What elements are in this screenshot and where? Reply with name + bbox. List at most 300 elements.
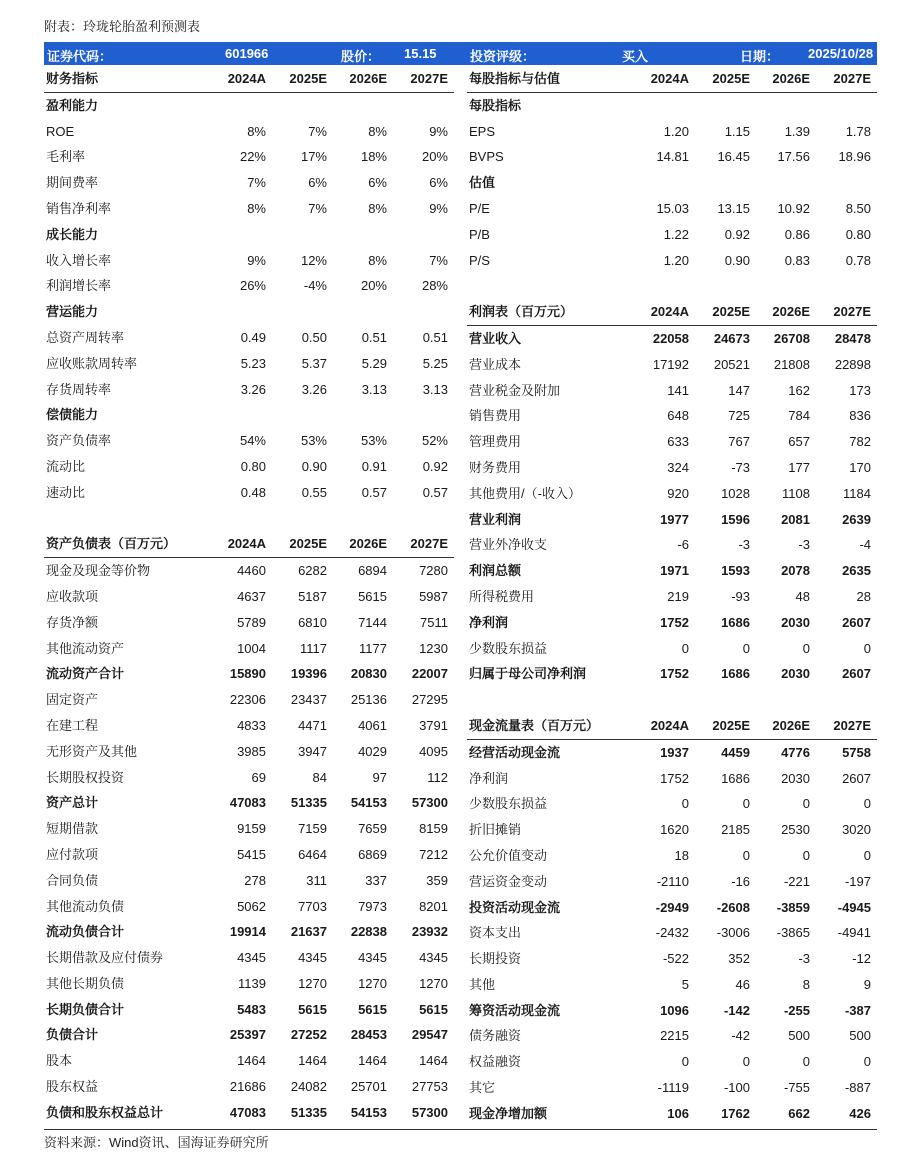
right-row	[467, 843, 877, 869]
left-cell-col2: 2025E	[289, 71, 327, 86]
left-row-label: 资产负债表（百万元）	[46, 536, 177, 552]
right-row-label: 其它	[469, 1080, 496, 1096]
left-row	[44, 739, 454, 765]
left-row-label: 应收款项	[46, 588, 99, 604]
right-cell-col2: 2185	[721, 822, 750, 838]
left-cell-col1: 5789	[237, 614, 266, 630]
left-row	[44, 1100, 454, 1126]
left-cell-col1: 2024A	[227, 536, 266, 552]
left-cell-col4: 8159	[419, 821, 448, 837]
right-cell-col4: 2607	[842, 614, 871, 630]
left-row-label: 其他流动负债	[46, 898, 125, 914]
right-cell-col2: -142	[723, 1002, 750, 1018]
left-row	[44, 351, 454, 377]
left-cell-col1: 47083	[229, 1104, 266, 1120]
right-row	[467, 403, 877, 429]
left-cell-col2: 19396	[290, 666, 327, 682]
right-row	[467, 1049, 877, 1075]
right-cell-col2: 0	[742, 796, 750, 812]
left-row-label: 期间费率	[46, 175, 99, 191]
right-row	[467, 532, 877, 558]
left-row-label: 毛利率	[46, 149, 86, 165]
rating-label: 投资评级：	[470, 49, 536, 64]
right-cell-col4: -4941	[837, 925, 871, 941]
left-cell-col2: 6464	[298, 846, 327, 862]
left-cell-col2: 53%	[300, 433, 327, 449]
right-row-label: 利润表（百万元）	[469, 304, 574, 320]
left-row-label: 总资产周转率	[46, 329, 125, 345]
left-row	[44, 119, 454, 145]
right-cell-col3: -3	[798, 951, 810, 967]
right-cell-col2: 2025E	[712, 304, 750, 320]
right-cell-col1: 2024A	[650, 717, 689, 733]
right-cell-col1: 15.03	[656, 200, 689, 216]
right-cell-col1: 1096	[660, 1002, 689, 1018]
left-cell-col4: 57300	[411, 795, 448, 811]
right-row-label: 现金流量表（百万元）	[469, 717, 600, 733]
right-row	[467, 661, 877, 687]
right-row	[467, 455, 877, 481]
right-row-label: EPS	[469, 123, 496, 139]
right-cell-col1: -2432	[655, 925, 689, 941]
left-row	[44, 1048, 454, 1074]
right-row-label: 筹资活动现金流	[469, 1002, 561, 1018]
left-row	[44, 377, 454, 403]
left-cell-col1: 3985	[237, 743, 266, 759]
right-cell-col3: 21808	[773, 356, 810, 372]
left-cell-col4: 5987	[419, 588, 448, 604]
right-cell-col2: 767	[728, 434, 750, 450]
right-cell-col4: 173	[849, 382, 871, 398]
right-cell-col4: 0	[863, 796, 871, 812]
left-cell-col2: 6282	[298, 563, 327, 579]
right-cell-col4: 18.96	[838, 149, 871, 165]
left-row-label: 负债和股东权益总计	[46, 1104, 164, 1120]
right-row	[467, 507, 877, 533]
right-cell-col3: 784	[788, 408, 810, 424]
price-label: 股价：	[341, 49, 381, 64]
right-cell-col3: -221	[783, 873, 810, 889]
left-row-label: 利润增长率	[46, 278, 112, 294]
left-row	[44, 919, 454, 945]
left-row-label: 负债合计	[46, 1027, 99, 1043]
left-row-label: 存货净额	[46, 614, 99, 630]
left-row-label: 流动资产合计	[46, 666, 125, 682]
left-cell-col3: 6%	[368, 175, 387, 191]
right-cell-col2: -3006	[716, 925, 750, 941]
left-row-label: 短期借款	[46, 821, 99, 837]
left-cell-col3: 97	[372, 769, 387, 785]
right-row	[467, 791, 877, 817]
right-cell-col2: 0	[742, 847, 750, 863]
left-cell-col2: 7%	[308, 200, 327, 216]
right-cell-col2: 147	[728, 382, 750, 398]
left-cell-col3: 28453	[350, 1027, 387, 1043]
right-row-label: P/B	[469, 226, 490, 242]
left-cell-col3: 8%	[368, 252, 387, 268]
left-row	[44, 842, 454, 868]
date-value: 2025/10/28	[808, 46, 874, 61]
left-row-label: 营运能力	[46, 304, 99, 320]
right-row-label: 其他费用/（-收入）	[469, 485, 581, 501]
right-cell-col1: -1119	[657, 1080, 689, 1096]
right-row	[467, 558, 877, 584]
left-cell-col4: 8201	[419, 898, 448, 914]
left-row-label: 长期借款及应付债券	[46, 950, 164, 966]
left-row-label: 速动比	[46, 484, 86, 500]
right-cell-col3: -3	[798, 537, 810, 553]
left-row	[44, 558, 454, 584]
left-row	[44, 661, 454, 687]
left-cell-col4: 20%	[421, 149, 448, 165]
right-cell-col1: 2215	[660, 1028, 689, 1044]
right-cell-col3: 0	[802, 640, 810, 656]
left-cell-col4: 1464	[419, 1053, 448, 1069]
left-cell-col1: 3.26	[240, 381, 266, 397]
right-cell-col4: 28478	[834, 330, 871, 346]
right-cell-col1: 106	[667, 1105, 689, 1121]
right-row	[467, 636, 877, 662]
header-bar	[44, 42, 877, 65]
left-cell-col4: 9%	[429, 123, 448, 139]
right-cell-col3: 4776	[781, 744, 810, 760]
right-cell-col4: 5758	[842, 744, 871, 760]
left-row-label: 存货周转率	[46, 381, 112, 397]
left-cell-col1: 15890	[229, 666, 266, 682]
left-row-label: 现金及现金等价物	[46, 563, 151, 579]
right-cell-col2: 13.15	[717, 200, 750, 216]
left-row-label: 偿债能力	[46, 407, 99, 423]
left-cell-col4: 0.57	[422, 484, 448, 500]
left-cell-col4: 9%	[429, 200, 448, 216]
right-cell-col2: 1686	[721, 666, 750, 682]
right-cell-col1: 1937	[660, 744, 689, 760]
right-cell-col1: 1752	[660, 666, 689, 682]
right-cell-col4: -387	[844, 1002, 871, 1018]
left-row	[44, 93, 454, 119]
left-cell-col1: 5415	[237, 846, 266, 862]
left-cell-col2: 27252	[290, 1027, 327, 1043]
left-cell-col1: 8%	[247, 200, 266, 216]
right-cell-col1: 920	[667, 485, 689, 501]
right-row	[467, 740, 877, 766]
left-row-label: 销售净利率	[46, 200, 112, 216]
right-cell-col4: 2635	[842, 563, 871, 579]
right-cell-col4: 9	[863, 976, 871, 992]
left-cell-col2: 0.55	[301, 484, 327, 500]
right-row-label: 销售费用	[469, 408, 522, 424]
right-cell-col2: 0.90	[724, 252, 750, 268]
right-row-label: 资本支出	[469, 925, 522, 941]
left-row-label: 股本	[46, 1053, 73, 1069]
right-cell-col1: 2024A	[650, 71, 689, 86]
left-cell-col3: 1270	[358, 975, 387, 991]
left-cell-col2: 7%	[308, 123, 327, 139]
left-cell-col1: 21686	[229, 1079, 266, 1095]
right-cell-col1: 17192	[652, 356, 689, 372]
left-cell-col3: 6869	[358, 846, 387, 862]
left-cell-col1: 5062	[237, 898, 266, 914]
left-cell-col4: 7280	[419, 563, 448, 579]
left-row	[44, 997, 454, 1023]
left-cell-col2: 0.90	[301, 458, 327, 474]
left-cell-col4: 6%	[429, 175, 448, 191]
left-cell-col2: 311	[306, 872, 327, 888]
right-row-label: 每股指标	[469, 97, 522, 113]
right-row	[467, 119, 877, 145]
right-cell-col1: 1620	[660, 822, 689, 838]
left-cell-col2: 12%	[300, 252, 327, 268]
left-row	[44, 66, 454, 93]
right-cell-col3: 2030	[781, 666, 810, 682]
right-cell-col1: 648	[667, 408, 689, 424]
right-cell-col3: 177	[788, 459, 810, 475]
left-cell-col2: 17%	[300, 149, 327, 165]
right-row-label: 财务费用	[469, 459, 522, 475]
right-cell-col2: 20521	[713, 356, 750, 372]
left-cell-col1: 5483	[237, 1001, 266, 1017]
left-cell-col4: 2027E	[410, 71, 448, 86]
left-cell-col2: 4345	[298, 950, 327, 966]
right-cell-col4: -4945	[837, 899, 871, 915]
right-cell-col2: 1762	[721, 1105, 750, 1121]
left-cell-col1: 22%	[239, 149, 266, 165]
left-cell-col3: 25136	[350, 692, 387, 708]
left-cell-col3: 4061	[358, 717, 387, 733]
left-cell-col4: 2027E	[410, 536, 448, 552]
right-cell-col1: 0	[681, 1054, 689, 1070]
right-row-label: 净利润	[469, 614, 509, 630]
left-cell-col3: 20%	[360, 278, 387, 294]
left-row	[44, 248, 454, 274]
left-cell-col3: 337	[365, 872, 387, 888]
right-cell-col1: -2949	[655, 899, 689, 915]
left-row-label: 股东权益	[46, 1079, 99, 1095]
right-cell-col2: 1593	[721, 563, 750, 579]
left-cell-col4: 112	[427, 769, 448, 785]
left-row	[44, 790, 454, 816]
left-cell-col3: 1177	[359, 640, 387, 656]
right-cell-col3: 1108	[782, 485, 810, 501]
left-cell-col3: 2026E	[349, 536, 387, 552]
left-cell-col3: 18%	[360, 149, 387, 165]
left-row	[44, 1074, 454, 1100]
left-row	[44, 222, 454, 248]
left-row-label: 应付款项	[46, 846, 99, 862]
left-cell-col2: 84	[312, 769, 327, 785]
right-cell-col4: 170	[849, 459, 871, 475]
left-cell-col2: 7159	[298, 821, 327, 837]
left-cell-col3: 8%	[368, 200, 387, 216]
price-value: 15.15	[404, 46, 437, 61]
right-row	[467, 66, 877, 93]
right-row	[467, 481, 877, 507]
left-row-label: 长期股权投资	[46, 769, 125, 785]
left-cell-col2: 4471	[298, 717, 327, 733]
left-cell-col3: 20830	[350, 666, 387, 682]
left-cell-col3: 0.57	[361, 484, 387, 500]
left-row-label: 固定资产	[46, 692, 99, 708]
right-cell-col2: -2608	[716, 899, 750, 915]
left-cell-col2: 51335	[290, 1104, 327, 1120]
left-cell-col2: -4%	[303, 278, 327, 294]
left-cell-col2: 1464	[298, 1053, 327, 1069]
left-cell-col4: 4345	[419, 950, 448, 966]
left-row-label: 资产总计	[46, 795, 99, 811]
right-row-label: 少数股东损益	[469, 640, 548, 656]
right-cell-col3: 1.39	[784, 123, 810, 139]
right-cell-col3: -3865	[776, 925, 810, 941]
right-cell-col2: -3	[738, 537, 750, 553]
right-row	[467, 222, 877, 248]
left-row	[44, 402, 454, 428]
left-cell-col2: 51335	[290, 795, 327, 811]
right-cell-col3: 0.86	[784, 226, 810, 242]
right-cell-col2: -42	[731, 1028, 750, 1044]
right-cell-col2: -93	[731, 588, 750, 604]
right-cell-col2: 0	[742, 640, 750, 656]
right-cell-col3: -3859	[776, 899, 810, 915]
right-row-label: 估值	[469, 175, 496, 191]
left-cell-col3: 5615	[358, 588, 387, 604]
right-cell-col2: 46	[735, 976, 750, 992]
right-cell-col2: 24673	[713, 330, 750, 346]
left-row-label: 流动比	[46, 458, 86, 474]
right-row-label: 债务融资	[469, 1028, 522, 1044]
right-row-label: 现金净增加额	[469, 1105, 548, 1121]
left-cell-col1: 0.49	[240, 329, 266, 345]
left-cell-col2: 0.50	[301, 329, 327, 345]
left-row	[44, 894, 454, 920]
right-cell-col2: 2025E	[712, 71, 750, 86]
right-row-label: 营业外净收支	[469, 537, 548, 553]
left-row	[44, 584, 454, 610]
right-cell-col4: 28	[856, 588, 871, 604]
right-cell-col3: 2026E	[772, 717, 810, 733]
right-cell-col4: 0.78	[845, 252, 871, 268]
left-cell-col1: 4460	[237, 563, 266, 579]
right-row-label: 经营活动现金流	[469, 744, 561, 760]
right-row-label: BVPS	[469, 149, 504, 165]
right-row	[467, 1023, 877, 1049]
left-row	[44, 713, 454, 739]
left-cell-col3: 54153	[350, 795, 387, 811]
right-row	[467, 378, 877, 404]
right-row	[467, 610, 877, 636]
right-row	[467, 584, 877, 610]
right-cell-col3: 2026E	[772, 304, 810, 320]
right-cell-col3: 500	[788, 1028, 810, 1044]
left-cell-col2: 5187	[298, 588, 327, 604]
left-row	[44, 1022, 454, 1048]
left-cell-col2: 6810	[298, 614, 327, 630]
left-cell-col4: 0.92	[422, 458, 448, 474]
left-cell-col1: 0.80	[240, 458, 266, 474]
left-cell-col3: 7659	[358, 821, 387, 837]
right-row	[467, 920, 877, 946]
right-cell-col1: 219	[667, 588, 689, 604]
right-row-label: 归属于母公司净利润	[469, 666, 587, 682]
left-cell-col3: 4345	[358, 950, 387, 966]
right-cell-col2: -73	[731, 459, 750, 475]
right-cell-col3: 2081	[781, 511, 810, 527]
right-cell-col3: 8	[802, 976, 810, 992]
right-row	[467, 895, 877, 921]
left-row	[44, 765, 454, 791]
right-row-label: 其他	[469, 976, 496, 992]
right-cell-col3: 10.92	[777, 200, 810, 216]
right-cell-col4: 0	[863, 847, 871, 863]
left-cell-col1: 0.48	[240, 484, 266, 500]
right-row	[467, 273, 877, 299]
right-row-label: 利润总额	[469, 563, 522, 579]
left-cell-col2: 23437	[290, 692, 327, 708]
left-row	[44, 610, 454, 636]
right-cell-col1: 324	[667, 459, 689, 475]
left-cell-col3: 5.29	[361, 355, 387, 371]
right-cell-col3: 2530	[781, 822, 810, 838]
right-row	[467, 817, 877, 843]
right-cell-col2: 2025E	[712, 717, 750, 733]
right-cell-col4: 500	[849, 1028, 871, 1044]
right-cell-col4: 2639	[842, 511, 871, 527]
left-cell-col4: 7%	[429, 252, 448, 268]
left-row	[44, 816, 454, 842]
right-cell-col3: 0.83	[784, 252, 810, 268]
right-cell-col2: -100	[723, 1080, 750, 1096]
right-row	[467, 93, 877, 119]
date-label: 日期：	[740, 49, 780, 64]
left-cell-col4: 359	[426, 872, 448, 888]
left-cell-col4: 1270	[419, 975, 448, 991]
right-cell-col4: 426	[849, 1105, 871, 1121]
left-cell-col1: 1004	[237, 640, 266, 656]
right-cell-col3: 48	[795, 588, 810, 604]
left-row-label: 成长能力	[46, 226, 99, 242]
right-cell-col1: 18	[674, 847, 689, 863]
right-cell-col2: 0.92	[724, 226, 750, 242]
right-row-label: 公允价值变动	[469, 847, 548, 863]
right-cell-col4: -4	[859, 537, 871, 553]
right-cell-col1: 633	[667, 434, 689, 450]
stock-code-label: 证券代码：	[47, 49, 113, 64]
right-row-label: P/S	[469, 252, 490, 268]
right-cell-col4: -12	[852, 951, 871, 967]
left-cell-col4: 4095	[419, 743, 448, 759]
right-row-label: 净利润	[469, 770, 509, 786]
left-row	[44, 480, 454, 506]
left-row	[44, 196, 454, 222]
left-row-label: 应收账款周转率	[46, 355, 138, 371]
right-row	[467, 766, 877, 792]
left-cell-col3: 5615	[358, 1001, 387, 1017]
right-cell-col1: 141	[667, 382, 689, 398]
right-cell-col3: 162	[788, 382, 810, 398]
left-cell-col2: 6%	[308, 175, 327, 191]
left-cell-col3: 0.51	[361, 329, 387, 345]
left-cell-col1: 26%	[239, 278, 266, 294]
left-row-label: 在建工程	[46, 717, 99, 733]
left-cell-col4: 7212	[419, 846, 448, 862]
left-cell-col1: 25397	[229, 1027, 266, 1043]
left-row-label: 其他长期负债	[46, 975, 125, 991]
right-cell-col1: 22058	[652, 330, 689, 346]
right-cell-col3: 2026E	[772, 71, 810, 86]
left-cell-col4: 3.13	[422, 381, 448, 397]
right-row-label: 投资活动现金流	[469, 899, 561, 915]
left-cell-col2: 5.37	[301, 355, 327, 371]
left-cell-col2: 3947	[298, 743, 327, 759]
